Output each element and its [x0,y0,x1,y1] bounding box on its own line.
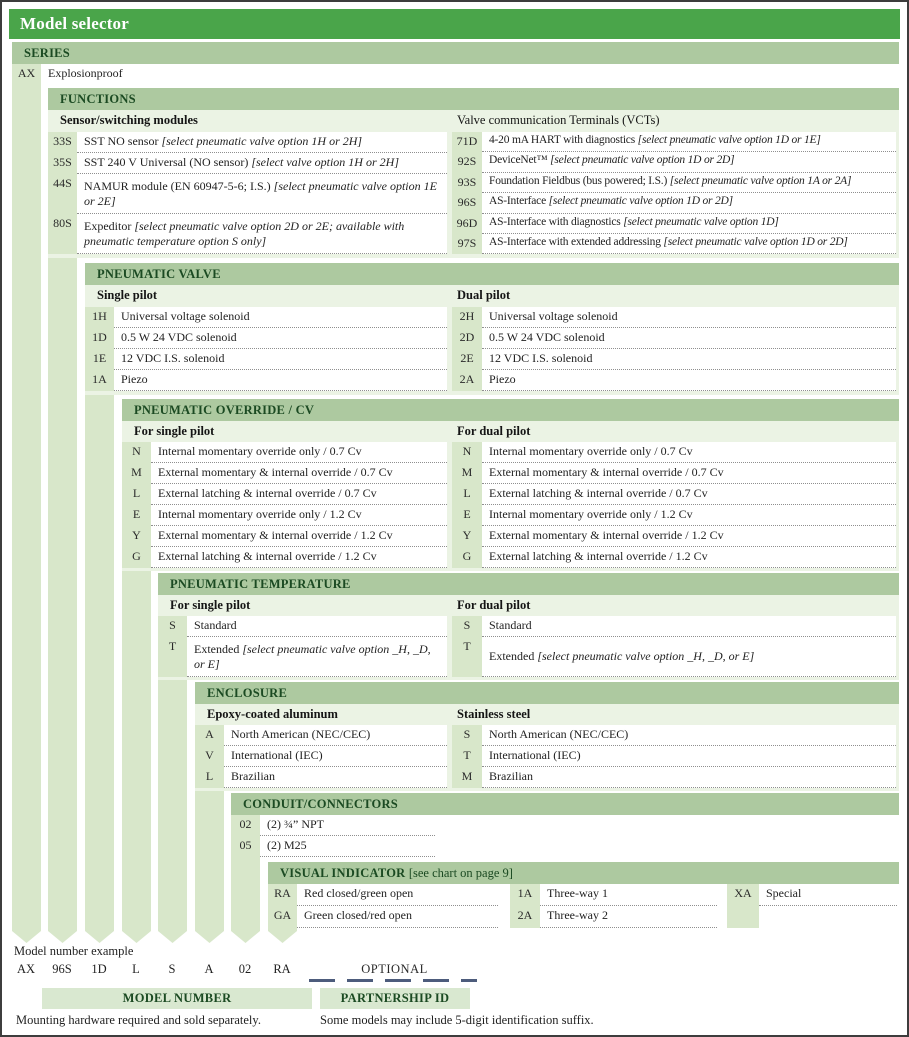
temperature-right-rows [452,616,896,677]
indicator-col2-rows [510,884,717,928]
option-row [122,463,447,484]
partnership-id-bar: PARTNERSHIP ID [320,988,470,1009]
option-code: 71D [452,132,482,152]
temperature-right-subheader: For dual pilot [457,598,531,612]
option-code: 2A [452,370,482,391]
visual-indicator-header-note: [see chart on page 9] [408,866,513,880]
option-code: N [452,442,482,463]
option-code: S [452,725,482,746]
model-code-temperature: S [168,962,176,976]
option-row [452,547,896,568]
option-code: G [122,547,151,568]
option-row [452,637,896,677]
enclosure-left-subheader: Epoxy-coated aluminum [207,707,338,721]
option-code: T [158,637,187,677]
option-code: S [452,616,482,637]
option-row [85,328,447,349]
temperature-left-subheader: For single pilot [170,598,251,612]
temperature-right-column [452,595,896,677]
option-desc: SST 240 V Universal (NO sensor) [select valve option 1H or 2H] [77,153,447,174]
option-row [85,370,447,391]
option-desc: Three-way 1 [540,884,717,906]
model-code-enclosure: A [204,962,214,976]
option-code: E [122,505,151,526]
option-code: G [452,547,482,568]
option-code: Y [122,526,151,547]
enclosure-header: ENCLOSURE [195,682,899,704]
option-desc-empty [759,906,897,928]
section-series [12,42,899,85]
model-example-label: Model number example [14,944,134,958]
option-row [452,526,896,547]
option-desc: AS-Interface with diagnostics [select pneumatic valve option 1D] [482,214,896,234]
option-code: 1D [85,328,114,349]
enclosure-right-subheader: Stainless steel [457,707,531,721]
option-code: 92S [452,152,482,172]
option-row [452,234,896,254]
option-code: Y [452,526,482,547]
option-code: 44S [48,174,77,214]
section-visual-indicator [268,862,899,930]
option-row [85,349,447,370]
option-code: 93S [452,173,482,193]
option-desc: Special [759,884,897,906]
override-right-rows [452,442,896,568]
option-desc: External latching & internal override / 1.2 Cv [151,547,447,568]
indicator-col1 [268,884,498,928]
option-row [452,616,896,637]
option-desc: International (IEC) [224,746,447,767]
option-row [48,153,447,174]
partnership-id-note: Some models may include 5-digit identification suffix. [320,1013,594,1027]
option-row [122,547,447,568]
option-code: 96D [452,214,482,234]
optional-dash [347,979,373,982]
option-row [452,370,896,391]
indicator-col2 [510,884,717,928]
pneumatic-override-header: PNEUMATIC OVERRIDE / CV [122,399,899,421]
option-row [452,349,896,370]
option-desc: Standard [482,616,896,637]
option-code: RA [268,884,297,906]
temperature-left-rows [158,616,447,677]
option-row [12,64,899,85]
option-code: M [452,463,482,484]
option-desc: International (IEC) [482,746,896,767]
option-row [452,746,896,767]
valve-left-column [85,285,447,391]
section-pneumatic-override [122,399,899,571]
option-code: E [452,505,482,526]
valve-right-subheader: Dual pilot [457,288,511,302]
option-desc: Universal voltage solenoid [114,307,447,328]
option-desc: Brazilian [482,767,896,788]
option-row [268,906,498,928]
option-desc: External latching & internal override / 1.2 Cv [482,547,896,568]
option-desc: 0.5 W 24 VDC solenoid [114,328,447,349]
option-desc: Internal momentary override only / 1.2 Cv [482,505,896,526]
option-code: XA [727,884,759,928]
enclosure-right-rows [452,725,896,788]
model-code-function: 96S [52,962,72,976]
option-desc: Universal voltage solenoid [482,307,896,328]
series-header: SERIES [12,42,899,64]
option-row [452,725,896,746]
option-row [195,746,447,767]
option-row [48,174,447,214]
section-functions [48,88,899,258]
option-row [452,132,896,152]
option-desc: (2) ¾” NPT [260,815,435,836]
option-desc: External latching & internal override / 0.7 Cv [482,484,896,505]
option-code: 2A [510,906,540,928]
functions-left-subheader: Sensor/switching modules [60,113,198,127]
enclosure-right-column [452,704,896,788]
option-row [268,884,498,906]
option-desc: External momentary & internal override / 0.7 Cv [482,463,896,484]
section-pneumatic-temperature [158,573,899,680]
valve-right-column [452,285,896,391]
override-left-rows [122,442,447,568]
option-desc: 12 VDC I.S. solenoid [482,349,896,370]
option-row [510,884,717,906]
option-row [195,767,447,788]
option-row [452,442,896,463]
option-desc: External momentary & internal override / 1.2 Cv [151,526,447,547]
functions-panel [48,110,899,258]
functions-left-rows [48,132,447,254]
option-code: 02 [231,815,260,836]
option-desc: AS-Interface with extended addressing [select pneumatic valve option 1D or 2D] [482,234,896,254]
page-title: Model selector [9,9,900,39]
option-code: 1A [85,370,114,391]
option-code: V [195,746,224,767]
option-desc: External momentary & internal override / 0.7 Cv [151,463,447,484]
option-desc: Standard [187,616,447,637]
option-desc: Internal momentary override only / 0.7 Cv [151,442,447,463]
option-desc: Internal momentary override only / 1.2 Cv [151,505,447,526]
model-code-conduit: 02 [238,962,252,976]
enclosure-left-rows [195,725,447,788]
series-rows [12,64,899,85]
option-code: N [122,442,151,463]
functions-left-column [48,110,447,254]
option-desc: Piezo [482,370,896,391]
override-left-subheader: For single pilot [134,424,215,438]
option-code: L [195,767,224,788]
option-code: 05 [231,836,260,857]
option-desc: North American (NEC/CEC) [224,725,447,746]
pneumatic-temperature-panel [158,595,899,680]
option-desc: Green closed/red open [297,906,498,928]
model-code-valve: 1D [91,962,107,976]
option-desc: Red closed/green open [297,884,498,906]
option-code: 96S [452,193,482,213]
pneumatic-temperature-header: PNEUMATIC TEMPERATURE [158,573,899,595]
option-desc: 0.5 W 24 VDC solenoid [482,328,896,349]
option-row [452,505,896,526]
visual-indicator-header [268,862,899,884]
option-row [158,616,447,637]
option-code: L [452,484,482,505]
pneumatic-valve-header: PNEUMATIC VALVE [85,263,899,285]
visual-indicator-panel [268,884,899,930]
model-code-indicator: RA [273,962,291,976]
option-desc: Explosionproof [41,64,899,85]
conduit-rows [231,815,435,857]
option-desc: Three-way 2 [540,906,717,928]
option-row [231,815,435,836]
option-row [452,767,896,788]
option-desc: 4-20 mA HART with diagnostics [select pneumatic valve option 1D or 1E] [482,132,896,152]
optional-label: OPTIONAL [361,962,428,976]
option-code: 33S [48,132,77,153]
option-code: GA [268,906,297,928]
optional-dash [423,979,449,982]
option-desc: 12 VDC I.S. solenoid [114,349,447,370]
functions-right-rows [452,132,896,254]
option-code: 97S [452,234,482,254]
option-row [452,214,896,234]
section-enclosure [195,682,899,791]
option-desc: SST NO sensor [select pneumatic valve option 1H or 2H] [77,132,447,153]
option-code: L [122,484,151,505]
option-desc: NAMUR module (EN 60947-5-6; I.S.) [select pneumatic valve option 1E or 2E] [77,174,447,214]
enclosure-left-column [195,704,447,788]
enclosure-panel [195,704,899,791]
option-row [122,505,447,526]
option-desc: Internal momentary override only / 0.7 Cv [482,442,896,463]
temperature-left-column [158,595,447,677]
option-row [452,463,896,484]
optional-dash [461,979,477,982]
option-code: 1H [85,307,114,328]
valve-left-rows [85,307,447,391]
option-row [452,152,896,172]
model-code-series: AX [16,962,36,976]
functions-right-subheader: Valve communication Terminals (VCTs) [457,113,660,127]
option-row [195,725,447,746]
option-row [452,328,896,349]
option-code: 1A [510,884,540,906]
option-row [48,132,447,153]
functions-header: FUNCTIONS [48,88,899,110]
model-number-bar: MODEL NUMBER [42,988,312,1009]
section-conduit [231,793,899,857]
option-desc: Foundation Fieldbus (bus powered; I.S.) [select pneumatic valve option 1A or 2A] [482,173,896,193]
option-code: M [122,463,151,484]
option-desc: Extended [select pneumatic valve option _H, _D, or E] [187,637,447,677]
option-row [452,484,896,505]
pneumatic-valve-panel [85,285,899,395]
conduit-header: CONDUIT/CONNECTORS [231,793,899,815]
option-code: 80S [48,214,77,254]
override-right-subheader: For dual pilot [457,424,531,438]
option-desc: DeviceNet™ [select pneumatic valve option 1D or 2D] [482,152,896,172]
option-row [122,526,447,547]
option-code: AX [12,64,41,85]
strip-series [12,64,41,943]
option-row [122,442,447,463]
option-row [452,307,896,328]
option-row [158,637,447,677]
pneumatic-override-panel [122,421,899,571]
override-right-column [452,421,896,568]
indicator-col3 [727,884,897,928]
valve-left-subheader: Single pilot [97,288,158,302]
option-code: 2H [452,307,482,328]
optional-dash [309,979,335,982]
option-desc: Piezo [114,370,447,391]
option-row [122,484,447,505]
option-code: 2E [452,349,482,370]
option-row [48,214,447,254]
functions-right-column [452,110,896,254]
section-pneumatic-valve [85,263,899,395]
option-row [452,193,896,213]
override-left-column [122,421,447,568]
option-desc: External latching & internal override / 0.7 Cv [151,484,447,505]
option-code: M [452,767,482,788]
option-row [231,836,435,857]
optional-dash [385,979,411,982]
option-code: 2D [452,328,482,349]
indicator-col1-rows [268,884,498,928]
option-desc: AS-Interface [select pneumatic valve option 1D or 2D] [482,193,896,213]
visual-indicator-header-title: VISUAL INDICATOR [280,866,406,880]
option-code: 1E [85,349,114,370]
option-row [452,173,896,193]
model-number-note: Mounting hardware required and sold separately. [16,1013,261,1027]
option-code: S [158,616,187,637]
option-desc: Expeditor [select pneumatic valve option 2D or 2E; available with pneumatic temperature option S only] [77,214,447,254]
option-row [510,906,717,928]
option-desc: North American (NEC/CEC) [482,725,896,746]
option-desc: Extended [select pneumatic valve option _H, _D, or E] [482,637,896,677]
option-row [85,307,447,328]
option-desc: Brazilian [224,767,447,788]
valve-right-rows [452,307,896,391]
option-code: T [452,746,482,767]
option-desc: (2) M25 [260,836,435,857]
option-desc: External momentary & internal override / 1.2 Cv [482,526,896,547]
model-code-override: L [132,962,140,976]
option-code: 35S [48,153,77,174]
option-code: A [195,725,224,746]
option-code: T [452,637,482,677]
